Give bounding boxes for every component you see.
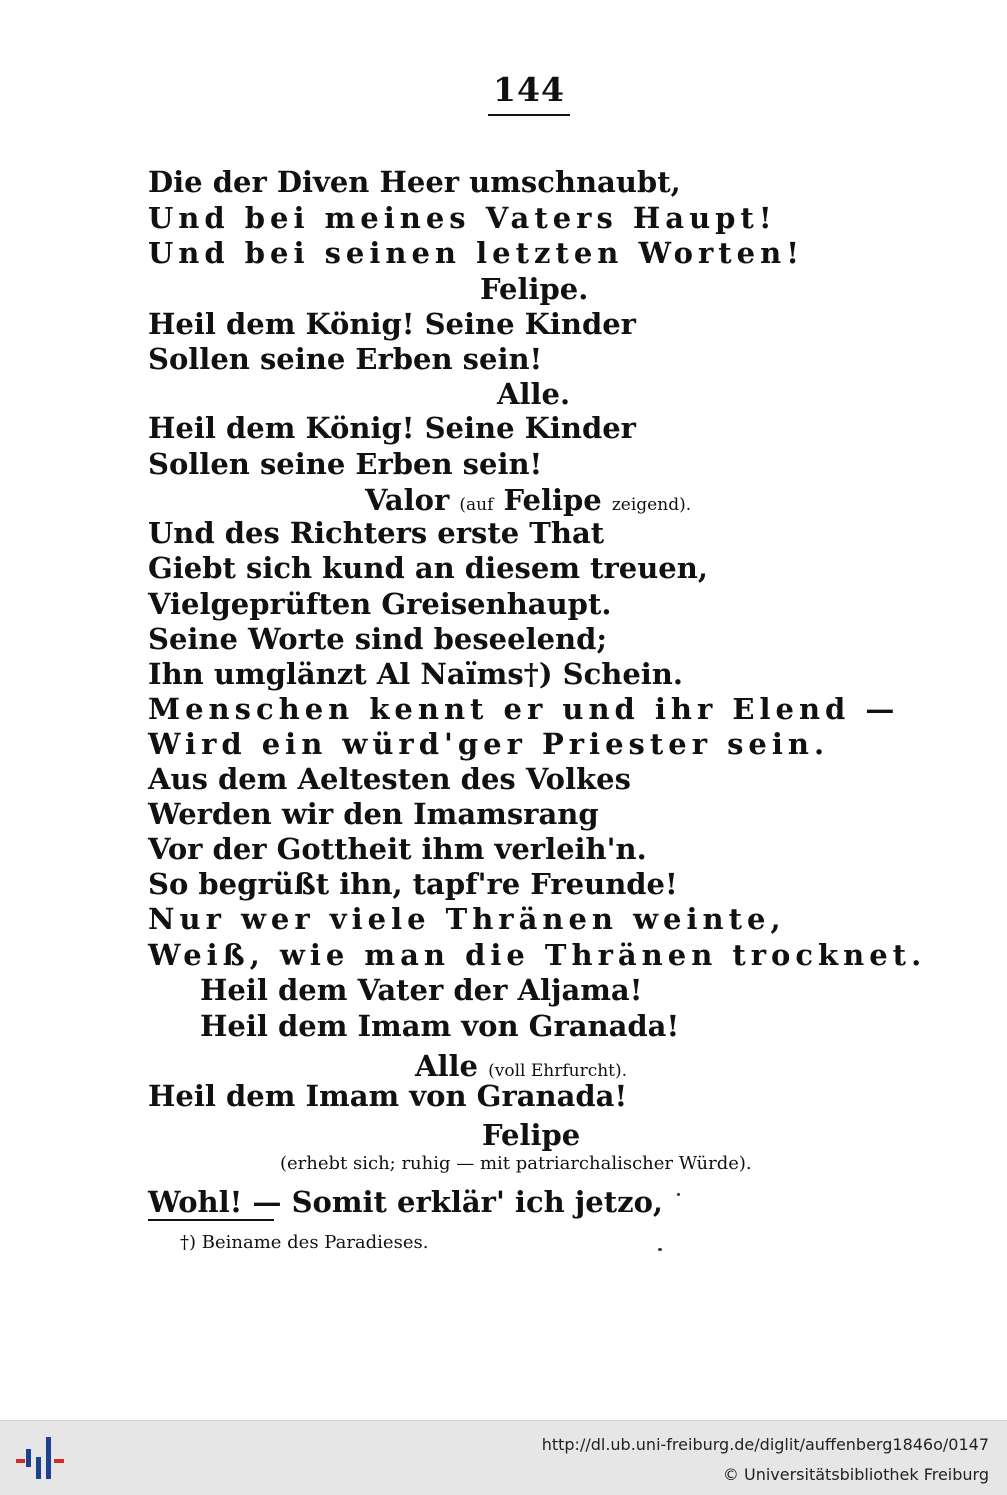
- source-url[interactable]: http://dl.ub.uni-freiburg.de/diglit/auffenberg1846o/0147: [541, 1435, 989, 1454]
- footnote: †) Beiname des Paradieses.: [180, 1232, 429, 1253]
- verse-line: Weiß, wie man die Thränen trocknet.: [148, 938, 927, 972]
- verse-line: Und bei seinen letzten Worten!: [148, 236, 804, 270]
- verse-line: Menschen kennt er und ihr Elend —: [148, 692, 900, 726]
- verse-line: Nur wer viele Thränen weinte,: [148, 902, 786, 936]
- verse-line: Sollen seine Erben sein!: [148, 342, 543, 376]
- footer-bar: [0, 1420, 1007, 1495]
- verse-line: Wohl! — Somit erklär' ich jetzo,: [148, 1185, 664, 1219]
- verse-line: Vor der Gottheit ihm verleih'n.: [148, 832, 647, 866]
- verse-line: Seine Worte sind beseelend;: [148, 622, 608, 656]
- verse-line: Giebt sich kund an diesem treuen,: [148, 551, 708, 585]
- verse-line: Aus dem Aeltesten des Volkes: [148, 762, 631, 796]
- verse-line: Heil dem König! Seine Kinder: [148, 411, 636, 445]
- verse-line: So begrüßt ihn, tapf're Freunde!: [148, 867, 678, 901]
- verse-line: Die der Diven Heer umschnaubt,: [148, 165, 681, 199]
- footnote-rule: [148, 1219, 274, 1221]
- verse-line: Wird ein würd'ger Priester sein.: [148, 727, 830, 761]
- speaker-valor-name: Valor: [365, 483, 450, 517]
- verse-line: Werden wir den Imamsrang: [148, 797, 599, 831]
- speaker-felipe: Felipe: [482, 1118, 581, 1152]
- speaker-felipe: Felipe.: [480, 272, 589, 306]
- verse-line: Vielgeprüften Greisenhaupt.: [148, 587, 612, 621]
- verse-line: Heil dem Imam von Granada!: [200, 1009, 680, 1043]
- verse-line: Und des Richters erste That: [148, 516, 605, 550]
- page-number: 144: [493, 70, 565, 109]
- print-speck: [677, 1193, 680, 1196]
- speaker-valor-note-close: zeigend).: [611, 495, 692, 515]
- print-speck: [658, 1248, 662, 1251]
- verse-line: Heil dem König! Seine Kinder: [148, 307, 636, 341]
- speaker-alle-name: Alle: [415, 1049, 478, 1083]
- speaker-alle-note: (voll Ehrfurcht).: [488, 1061, 628, 1081]
- verse-line: Heil dem Imam von Granada!: [148, 1079, 628, 1113]
- verse-line: Und bei meines Vaters Haupt!: [148, 201, 777, 235]
- speaker-valor-felipe: Felipe: [503, 483, 602, 517]
- page-number-rule: [488, 114, 570, 116]
- verse-line: Ihn umglänzt Al Naïms†) Schein.: [148, 657, 683, 691]
- copyright-notice: © Universitätsbibliothek Freiburg: [722, 1465, 989, 1484]
- stage-direction: (erhebt sich; ruhig — mit patriarchalischer Würde).: [280, 1153, 752, 1174]
- speaker-valor-note-open: (auf: [459, 495, 494, 515]
- speaker-alle: Alle.: [497, 377, 571, 411]
- verse-line: Heil dem Vater der Aljama!: [200, 973, 643, 1007]
- ub-freiburg-logo-icon[interactable]: [14, 1435, 66, 1481]
- verse-line: Sollen seine Erben sein!: [148, 447, 543, 481]
